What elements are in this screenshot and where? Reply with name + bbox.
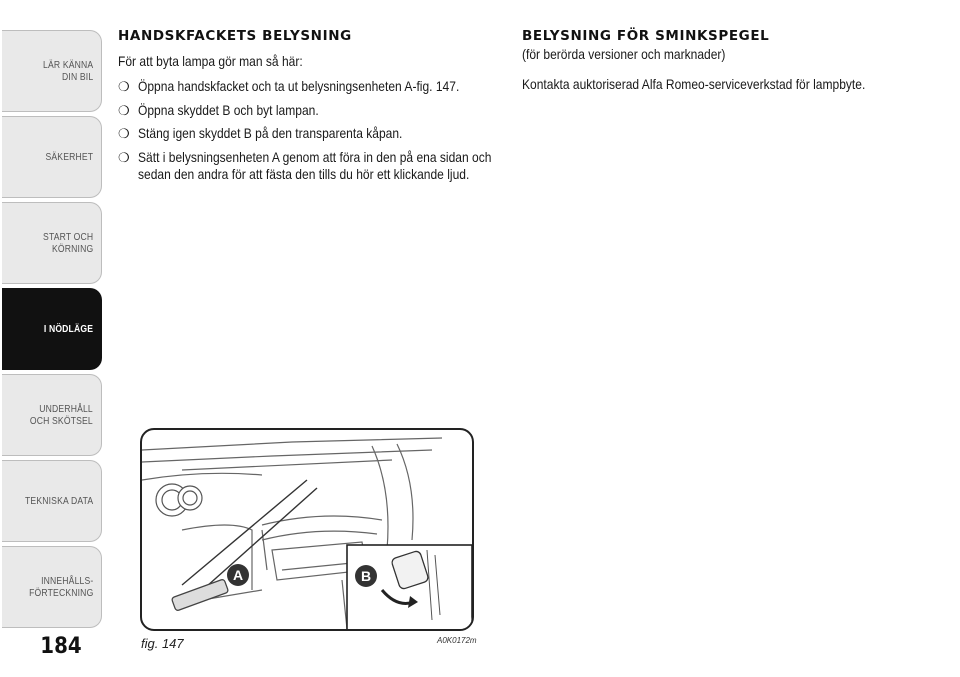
tab-label: I NÖDLÄGE xyxy=(43,323,93,335)
tab-sakerhet[interactable] xyxy=(2,116,102,198)
tab-tekniska-data[interactable] xyxy=(2,460,102,542)
label-b: B xyxy=(360,568,372,584)
body-text: Kontakta auktoriserad Alfa Romeo-serviceverkstad för lampbyte. xyxy=(522,76,866,92)
intro-text: För att byta lampa gör man så här: xyxy=(118,53,303,69)
tab-i-nodlage[interactable] xyxy=(2,288,102,370)
bullet-icon: ❍ xyxy=(118,149,130,165)
tab-label: LÄR KÄNNA DIN BIL xyxy=(42,59,93,83)
section-heading: HANDSKFACKETS BELYSNING xyxy=(118,28,352,44)
label-a: A xyxy=(232,567,244,583)
tab-underhall-och-skotsel[interactable] xyxy=(2,374,102,456)
dashboard-glovebox-drawing xyxy=(142,430,472,629)
tab-start-och-korning[interactable] xyxy=(2,202,102,284)
figure-caption: fig. 147 xyxy=(141,636,184,651)
tab-label: SÄKERHET xyxy=(45,151,93,163)
glovebox-light-section xyxy=(118,28,508,190)
figure-code: A0K0172m xyxy=(437,636,477,645)
page-number: 184 xyxy=(40,634,82,659)
vanity-mirror-light-section xyxy=(522,28,942,93)
list-item: ❍ Öppna skyddet B och byt lampan. xyxy=(118,101,319,118)
bullet-icon: ❍ xyxy=(118,79,130,94)
tab-label: TEKNISKA DATA xyxy=(24,495,93,507)
section-heading: BELYSNING FÖR SMINKSPEGEL xyxy=(522,28,770,44)
tab-label: START OCH KÖRNING xyxy=(42,231,93,255)
bullet-icon: ❍ xyxy=(118,102,130,118)
list-item: ❍ Stäng igen skyddet B på den transparenta kåpan. xyxy=(118,125,403,141)
tab-innehallsforteckning[interactable] xyxy=(2,546,102,628)
tab-label: UNDERHÅLL OCH SKÖTSEL xyxy=(29,403,93,427)
tab-lar-kanna-din-bil[interactable] xyxy=(2,30,102,112)
tab-label: INNEHÅLLS- FÖRTECKNING xyxy=(28,575,93,599)
section-subheading: (för berörda versioner och marknader) xyxy=(522,46,726,62)
figure-147-illustration xyxy=(140,428,474,631)
list-item: ❍ Sätt i belysningsenheten A genom att föra in den på ena sidan och sedan den andra för att fästa den tills du hör ett klickande ljud. xyxy=(118,148,492,182)
bullet-icon: ❍ xyxy=(118,126,130,141)
inset-cover-b xyxy=(347,545,472,629)
instruction-list xyxy=(118,78,508,184)
list-item: ❍ Öppna handskfacket och ta ut belysningsenheten A-fig. 147. xyxy=(118,78,460,94)
light-unit-a xyxy=(171,564,249,611)
